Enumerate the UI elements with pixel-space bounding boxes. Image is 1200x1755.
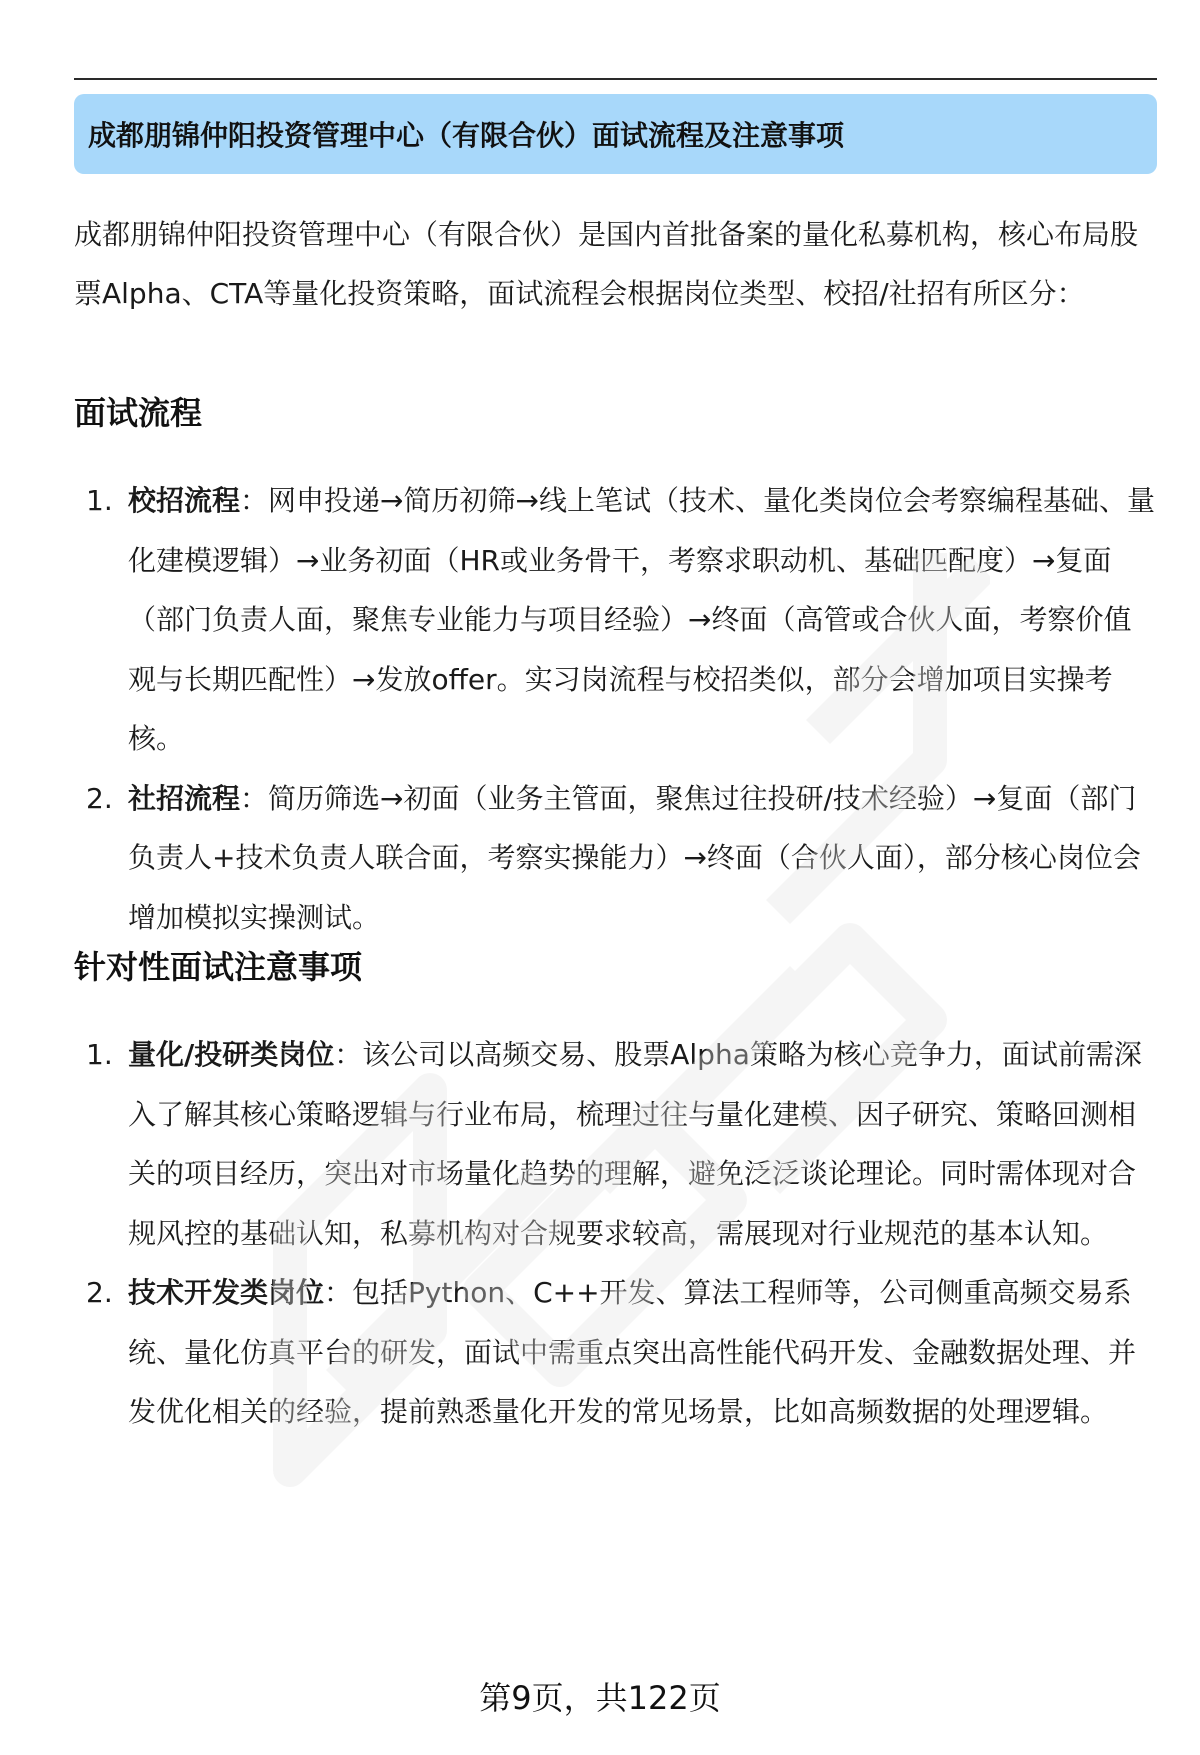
list-item	[74, 1263, 1159, 1442]
interview-tips-list	[74, 1025, 1159, 1442]
page-number-footer: 第9页，共122页	[479, 1679, 721, 1717]
document-title: 成都朋锦仲阳投资管理中心（有限合伙）面试流程及注意事项	[88, 119, 845, 152]
item-title: 量化/投研类岗位	[128, 1038, 335, 1071]
section-heading-interview-process: 面试流程	[74, 394, 203, 432]
top-divider	[74, 78, 1157, 80]
list-number: 2.	[86, 781, 113, 815]
list-item	[74, 769, 1159, 948]
item-body: 简历筛选→初面（业务主管面，聚焦过往投研/技术经验）→复面（部门负责人+技术负责人联合面，考察实操能力）→终面（合伙人面），部分核心岗位会增加模拟实操测试。	[128, 781, 1141, 934]
item-body: 包括Python、C++开发、算法工程师等，公司侧重高频交易系统、量化仿真平台的研发，面试中需重点突出高性能代码开发、金融数据处理、并发优化相关的经验，提前熟悉量化开发的常见场景，比如高频数据的处理逻辑。	[128, 1276, 1137, 1428]
section-heading-interview-tips: 针对性面试注意事项	[74, 948, 363, 986]
item-separator: ：	[324, 1276, 353, 1309]
item-separator: ：	[240, 484, 269, 517]
item-title: 校招流程	[128, 484, 241, 517]
list-item	[74, 1025, 1159, 1263]
list-number: 1.	[86, 484, 113, 517]
item-separator: ：	[334, 1038, 363, 1071]
item-body: 该公司以高频交易、股票Alpha策略为核心竞争力，面试前需深入了解其核心策略逻辑与行业布局，梳理过往与量化建模、因子研究、策略回测相关的项目经历，突出对市场量化趋势的理解，避免泛泛谈论理论。同时需体现对合规风控的基础认知，私募机构对合规要求较高，需展现对行业规范的基本认知。	[128, 1038, 1142, 1250]
item-title: 社招流程	[128, 781, 241, 815]
item-separator: ：	[240, 781, 269, 815]
list-number: 1.	[86, 1038, 113, 1071]
list-item	[74, 471, 1159, 769]
title-banner	[74, 94, 1157, 174]
item-title: 技术开发类岗位	[128, 1276, 325, 1309]
interview-process-list	[74, 471, 1159, 947]
item-body: 网申投递→简历初筛→线上笔试（技术、量化类岗位会考察编程基础、量化建模逻辑）→业务初面（HR或业务骨干，考察求职动机、基础匹配度）→复面（部门负责人面，聚焦专业能力与项目经验）→终面（高管或合伙人面，考察价值观与长期匹配性）→发放offer。实习岗流程与校招类似，部分会增加项目实操考核。	[128, 484, 1155, 755]
list-number: 2.	[86, 1276, 113, 1309]
intro-paragraph: 成都朋锦仲阳投资管理中心（有限合伙）是国内首批备案的量化私募机构，核心布局股票Alpha、CTA等量化投资策略，面试流程会根据岗位类型、校招/社招有所区分：	[74, 218, 1139, 310]
